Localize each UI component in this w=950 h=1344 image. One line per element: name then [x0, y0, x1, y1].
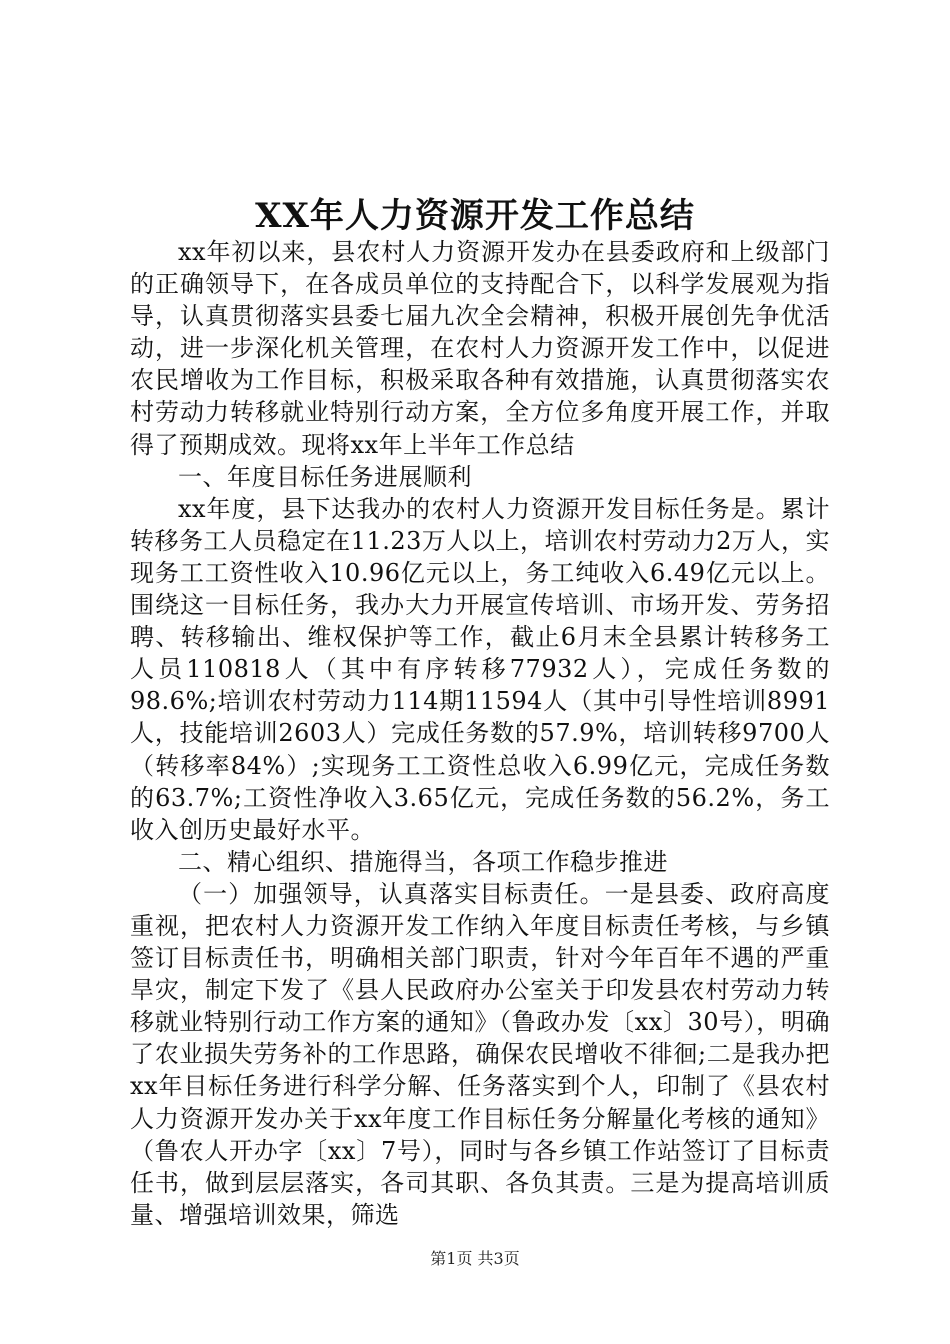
- targets-paragraph: xx年度，县下达我办的农村人力资源开发目标任务是。累计转移务工人员稳定在11.23万人以上，培训农村劳动力2万人，实现务工工资性收入10.96亿元以上，务工纯收入6.49亿元以上。围绕这一目标任务，我办大力开展宣传培训、市场开发、劳务招聘、转移输出、维权保护等工作，截止6月末全县累计转移务工人员110818人（其中有序转移77932人），完成任务数的98.6%;培训农村劳动力114期11594人（其中引导性培训8991人，技能培训2603人）完成任务数的57.9%，培训转移9700人（转移率84%）;实现务工工资性总收入6.99亿元，完成任务数的63.7%;工资性净收入3.65亿元，完成任务数的56.2%，务工收入创历史最好水平。: [130, 494, 830, 844]
- intro-paragraph: xx年初以来，县农村人力资源开发办在县委政府和上级部门的正确领导下，在各成员单位的支持配合下，以科学发展观为指导，认真贯彻落实县委七届九次全会精神，积极开展创先争优活动，进一步深化机关管理，在农村人力资源开发工作中，以促进农民增收为工作目标，积极采取各种有效措施，认真贯彻落实农村劳动力转移就业特别行动方案，全方位多角度开展工作，并取得了预期成效。现将xx年上半年工作总结: [130, 238, 830, 459]
- page-footer: 第1页 共3页: [430, 1249, 520, 1268]
- section-heading-1: 一、年度目标任务进展顺利: [178, 462, 472, 491]
- leadership-paragraph: （一）加强领导，认真落实目标责任。一是县委、政府高度重视，把农村人力资源开发工作纳入年度目标责任考核，与乡镇签订目标责任书，明确相关部门职责，针对今年百年不遇的严重旱灾，制定下发了《县人民政府办公室关于印发县农村劳动力转移就业特别行动工作方案的通知》（鲁政办发〔xx〕30号），明确了农业损失劳务补的工作思路，确保农民增收不徘徊;二是我办把xx年目标任务进行科学分解、任务落实到个人，印制了《县农村人力资源开发办关于xx年度工作目标任务分解量化考核的通知》（鲁农人开办字〔xx〕7号），同时与各乡镇工作站签订了目标责任书，做到层层落实，各司其职、各负其责。三是为提高培训质量、增强培训效果，筛选: [130, 879, 830, 1229]
- section-heading-2: 二、精心组织、措施得当，各项工作稳步推进: [178, 847, 668, 876]
- document-title: XX年人力资源开发工作总结: [255, 196, 695, 236]
- document-body: [130, 236, 830, 1231]
